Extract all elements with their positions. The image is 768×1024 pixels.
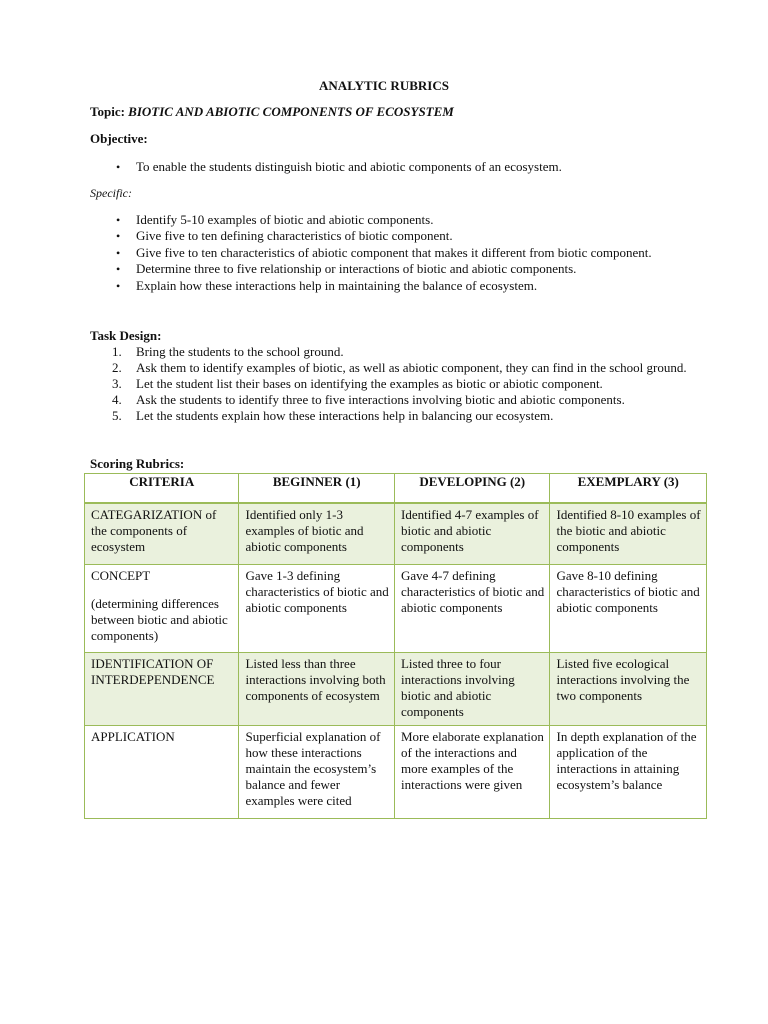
topic-line: [90, 104, 454, 120]
specific-text: Determine three to five relationship or interactions of biotic and abiotic components.: [136, 261, 577, 277]
table-row: [85, 653, 707, 726]
list-item: [90, 261, 690, 277]
step-text: Ask them to identify examples of biotic, as well as abiotic component, they can find in the school ground.: [136, 360, 687, 375]
objective-heading: Objective:: [90, 131, 148, 146]
bullet-icon: •: [116, 262, 121, 277]
column-header-exemplary: EXEMPLARY (3): [550, 474, 707, 504]
criteria-cell: APPLICATION: [85, 726, 239, 819]
list-item: [90, 344, 690, 360]
step-text: Let the students explain how these interactions help in balancing our ecosystem.: [136, 408, 554, 423]
exemplary-cell: In depth explanation of the application of the interactions in attaining ecosystem’s balance: [550, 726, 707, 819]
beginner-cell: Gave 1-3 defining characteristics of biotic and abiotic components: [239, 565, 395, 653]
exemplary-cell: Gave 8-10 defining characteristics of biotic and abiotic components: [550, 565, 707, 653]
task-steps-list: [90, 344, 690, 424]
topic-value: BIOTIC AND ABIOTIC COMPONENTS OF ECOSYSTEM: [128, 104, 454, 119]
bullet-icon: •: [116, 160, 121, 174]
list-item: [90, 212, 690, 228]
table-row: [85, 565, 707, 653]
specific-text: Explain how these interactions help in maintaining the balance of ecosystem.: [136, 277, 538, 293]
column-header-beginner: BEGINNER (1): [239, 474, 395, 504]
table-row: [85, 726, 707, 819]
list-item: [90, 159, 690, 175]
step-number: 2.: [112, 360, 122, 375]
step-number: 3.: [112, 376, 122, 391]
bullet-icon: •: [116, 278, 121, 293]
specific-list: [90, 212, 690, 294]
developing-cell: Gave 4-7 defining characteristics of biotic and abiotic components: [394, 565, 550, 653]
task-design-heading: Task Design:: [90, 328, 162, 343]
list-item: [90, 360, 690, 376]
list-item: [90, 376, 690, 392]
exemplary-cell: Identified 8-10 examples of the biotic and abiotic components: [550, 503, 707, 565]
exemplary-cell: Listed five ecological interactions involving the two components: [550, 653, 707, 726]
developing-cell: Listed three to four interactions involving biotic and abiotic components: [394, 653, 550, 726]
criteria-cell: IDENTIFICATION OF INTERDEPENDENCE: [85, 653, 239, 726]
rubric-table: [84, 473, 707, 819]
step-text: Let the student list their bases on identifying the examples as biotic or abiotic component.: [136, 376, 603, 391]
step-text: Ask the students to identify three to five interactions involving biotic and abiotic components.: [136, 392, 625, 407]
column-header-developing: DEVELOPING (2): [394, 474, 550, 504]
developing-cell: More elaborate explanation of the interactions and more examples of the interactions were given: [394, 726, 550, 819]
table-header-row: [85, 474, 707, 504]
beginner-cell: Listed less than three interactions involving both components of ecosystem: [239, 653, 395, 726]
list-item: [90, 228, 690, 244]
criteria-cell: [85, 565, 239, 653]
step-text: Bring the students to the school ground.: [136, 344, 344, 359]
list-item: [90, 278, 690, 294]
table-row: [85, 503, 707, 565]
objective-list: [90, 159, 690, 175]
specific-text: Give five to ten characteristics of abiotic component that makes it different from biotic component.: [136, 244, 652, 260]
criteria-cell: CATEGARIZATION of the components of ecosystem: [85, 503, 239, 565]
specific-label: Specific:: [90, 186, 132, 200]
document-title: ANALYTIC RUBRICS: [319, 78, 449, 93]
developing-cell: Identified 4-7 examples of biotic and abiotic components: [394, 503, 550, 565]
objective-text: To enable the students distinguish biotic and abiotic components of an ecosystem.: [136, 159, 562, 174]
criteria-note: (determining differences between biotic and abiotic components): [91, 596, 228, 643]
column-header-criteria: CRITERIA: [85, 474, 239, 504]
list-item: [90, 392, 690, 408]
specific-text: Identify 5-10 examples of biotic and abiotic components.: [136, 212, 434, 227]
scoring-rubrics-heading: Scoring Rubrics:: [90, 456, 185, 471]
list-item: [90, 245, 690, 261]
step-number: 4.: [112, 392, 122, 407]
bullet-icon: •: [116, 245, 121, 260]
step-number: 1.: [112, 344, 122, 359]
bullet-icon: •: [116, 213, 121, 227]
specific-text: Give five to ten defining characteristics of biotic component.: [136, 228, 453, 244]
bullet-icon: •: [116, 229, 121, 244]
topic-label: Topic:: [90, 104, 125, 119]
list-item: [90, 408, 690, 424]
criteria-title: CONCEPT: [91, 568, 151, 583]
beginner-cell: Superficial explanation of how these interactions maintain the ecosystem’s balance and fewer examples were cited: [239, 726, 395, 819]
step-number: 5.: [112, 408, 122, 423]
beginner-cell: Identified only 1-3 examples of biotic and abiotic components: [239, 503, 395, 565]
